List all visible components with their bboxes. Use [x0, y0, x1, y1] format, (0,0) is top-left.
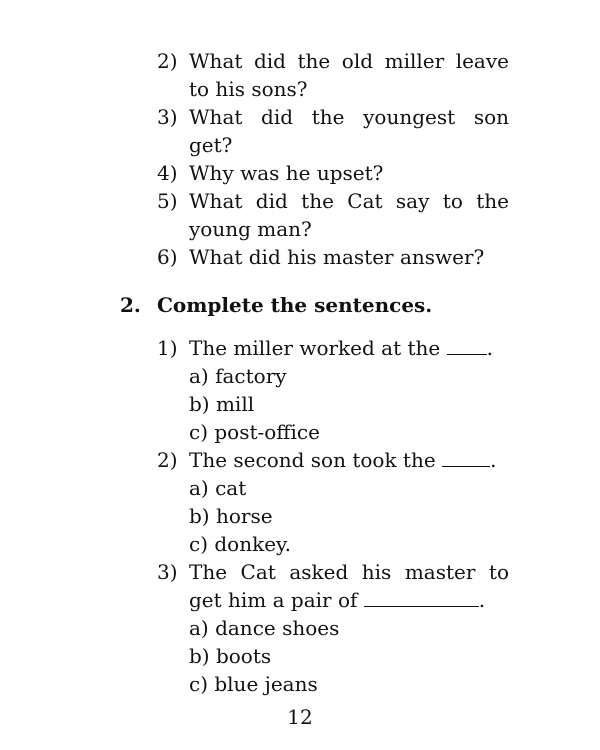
- sentence-text-line: [189, 586, 509, 614]
- option: a) cat: [189, 476, 247, 500]
- section-number: 2.: [120, 293, 141, 317]
- question-text-line: young man?: [189, 217, 312, 241]
- sentence-end: .: [490, 448, 497, 472]
- question-text-line: to his sons?: [189, 77, 308, 101]
- question-text-line: What did the Cat say to the: [189, 189, 509, 213]
- question-text-line: What did the old miller leave: [189, 49, 509, 73]
- sentence-start: The miller worked at the: [189, 336, 441, 360]
- section-title: Complete the sentences.: [157, 293, 433, 317]
- item-number: 1): [157, 336, 178, 360]
- option: b) boots: [189, 644, 272, 668]
- question-number: 4): [157, 161, 178, 185]
- question-number: 6): [157, 245, 178, 269]
- sentence-end: .: [478, 588, 486, 612]
- item-number: 2): [157, 448, 178, 472]
- option: a) dance shoes: [189, 616, 340, 640]
- sentence-start: get him a pair of: [189, 588, 358, 612]
- item-number: 3): [157, 560, 178, 584]
- option: c) blue jeans: [189, 672, 318, 696]
- page-number: 12: [287, 705, 313, 729]
- option: b) horse: [189, 504, 273, 528]
- question-text-line: What did the youngest son: [189, 105, 509, 129]
- question-number: 5): [157, 189, 178, 213]
- sentence-end: .: [486, 336, 493, 360]
- question-number: 2): [157, 49, 178, 73]
- option: b) mill: [189, 392, 255, 416]
- option: c) post-office: [189, 420, 320, 444]
- sentence-start: The second son took the: [189, 448, 436, 472]
- question-text-line: get?: [189, 133, 233, 157]
- option: a) factory: [189, 364, 287, 388]
- answer-blank: [364, 588, 479, 607]
- sentence-text: [189, 446, 509, 474]
- answer-blank: [447, 336, 487, 355]
- question-number: 3): [157, 105, 178, 129]
- section-heading: [120, 291, 432, 319]
- sentence-text-line: The Cat asked his master to: [189, 560, 509, 584]
- answer-blank: [442, 448, 490, 467]
- question-text-line: What did his master answer?: [189, 245, 485, 269]
- option: c) donkey.: [189, 532, 292, 556]
- question-text-line: Why was he upset?: [189, 161, 384, 185]
- sentence-text: [189, 334, 509, 362]
